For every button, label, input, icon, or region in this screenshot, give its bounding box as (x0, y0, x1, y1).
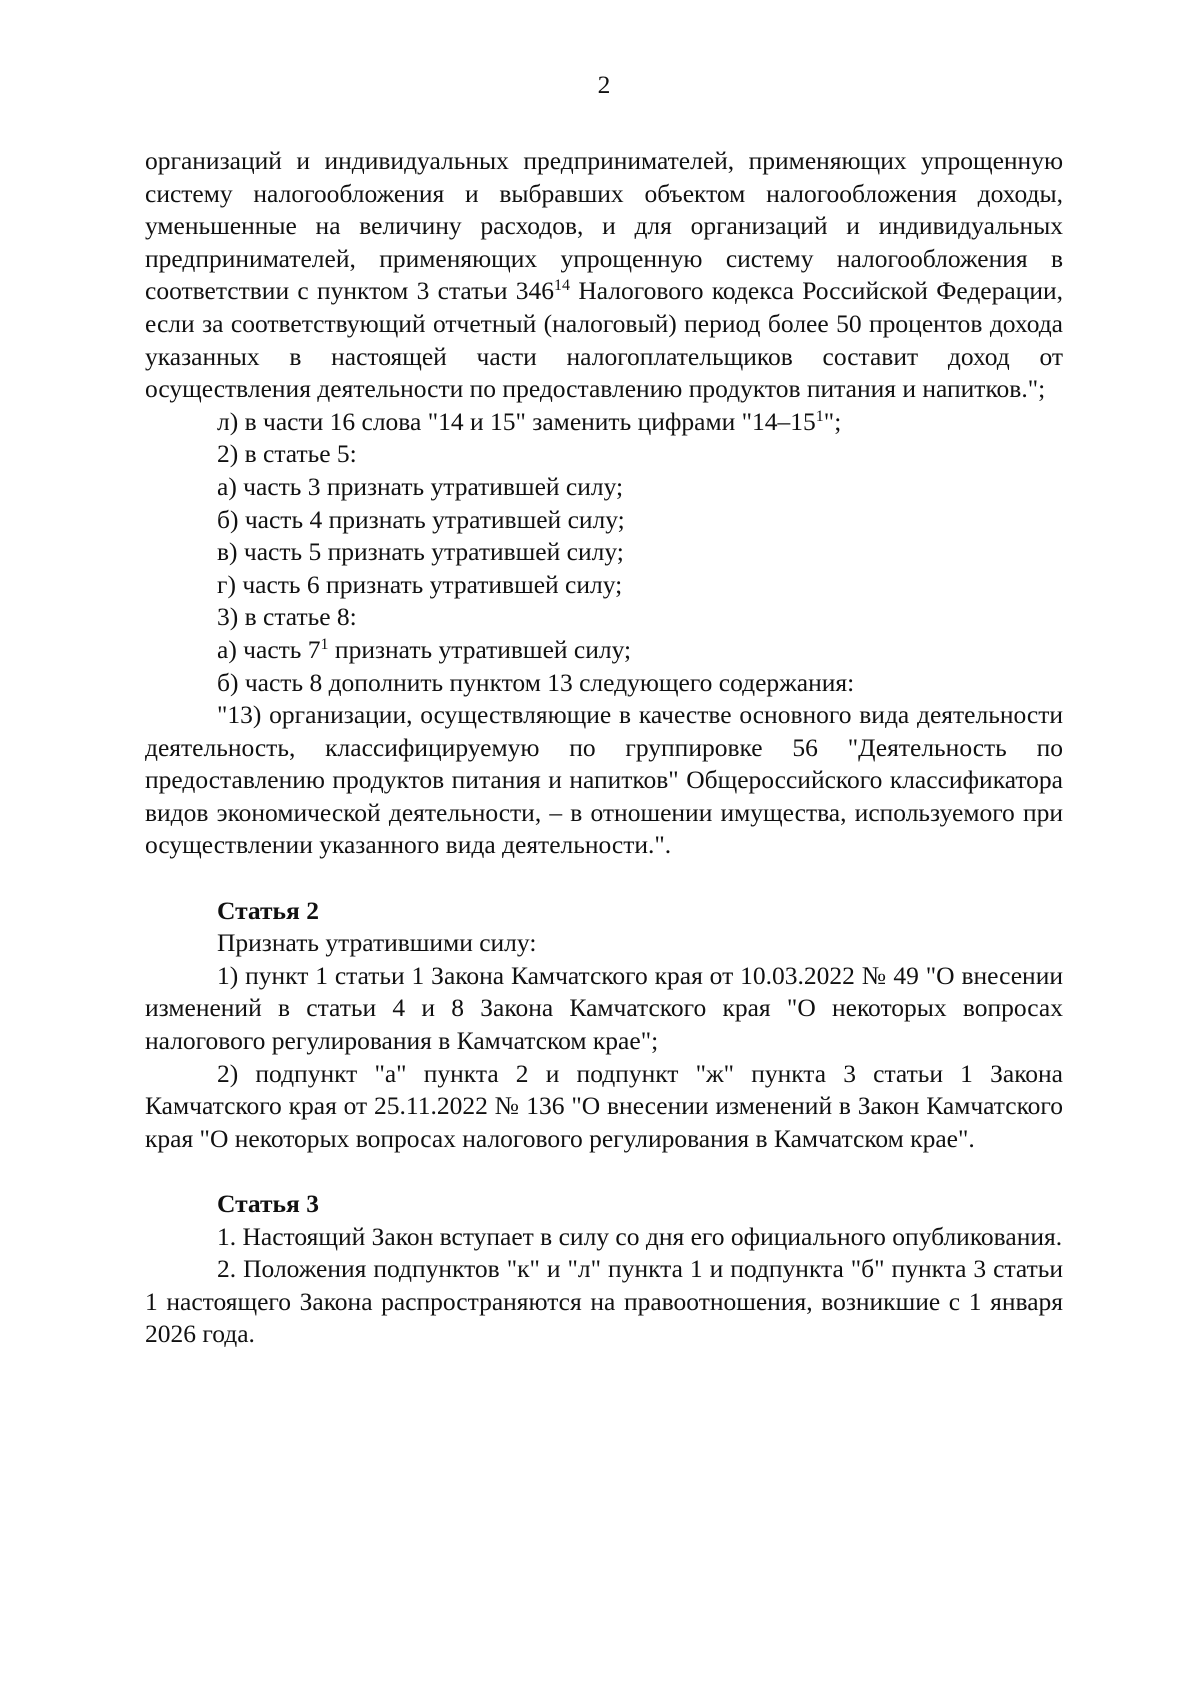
article-2-intro: Признать утратившими силу: (217, 928, 537, 958)
page-number: 2 (597, 70, 611, 99)
superscript: 1 (815, 407, 824, 425)
article-3-heading: Статья 3 (217, 1189, 319, 1218)
superscript: 1 (320, 635, 329, 653)
superscript: 14 (554, 277, 571, 295)
text-run: Налогового кодекса Российской Федерации, если за соответствующий отчетный (налоговый) период более 50 процентов дохода указанных в настоящей части налогоплательщиков составит доход от осуществления деятельности по предоставлению продуктов питания и напитков."; (145, 276, 1063, 404)
item-2b: б) часть 4 признать утратившей силу; (217, 504, 625, 534)
continuation-paragraph (145, 145, 1063, 406)
item-13: "13) организации, осуществляющие в качестве основного вида деятельности деятельность, классифицируемую по группировке 56 "Деятельность по предоставлению продуктов питания и напитков" Общероссийского классификатора видов экономической деятельности, – в отношении имущества, используемого при осуществлении указанного вида деятельности.". (145, 700, 1063, 860)
spacer (145, 1155, 1063, 1188)
text-run: "; (823, 406, 842, 436)
text-run: а) часть 7 (217, 634, 321, 664)
item-3: 3) в статье 8: (217, 602, 357, 632)
article-3-point-2: 2. Положения подпунктов "к" и "л" пункта 1 и подпункта "б" пункта 3 статьи 1 настоящего Закона распространяются на правоотношения, возникшие с 1 января 2026 года. (145, 1254, 1063, 1349)
item-2g: г) часть 6 признать утратившей силу; (217, 569, 623, 599)
spacer (145, 862, 1063, 895)
text-run: признать утратившей силу; (328, 634, 632, 664)
item-2v: в) часть 5 признать утратившей силу; (217, 537, 624, 567)
document-body (145, 145, 1063, 1351)
article-3-point-1: 1. Настоящий Закон вступает в силу со дня его официального опубликования. (217, 1221, 1063, 1251)
article-2-point-1: 1) пункт 1 статьи 1 Закона Камчатского края от 10.03.2022 № 49 "О внесении изменений в статьи 4 и 8 Закона Камчатского края "О некоторых вопросах налогового регулирования в Камчатском крае"; (145, 960, 1063, 1056)
article-2-heading: Статья 2 (217, 895, 319, 925)
item-2a: а) часть 3 признать утратившей силу; (217, 471, 624, 501)
article-2-point-2: 2) подпункт "а" пункта 2 и подпункт "ж" пункта 3 статьи 1 Закона Камчатского края от 25.11.2022 № 136 "О внесении изменений в Закон Камчатского края "О некоторых вопросах налогового регулирования в Камчатском крае". (145, 1058, 1063, 1153)
item-l (145, 406, 1063, 439)
item-2: 2) в статье 5: (217, 439, 357, 469)
item-3a (145, 634, 1063, 667)
item-3b: б) часть 8 дополнить пунктом 13 следующего содержания: (217, 667, 855, 697)
text-run: л) в части 16 слова "14 и 15" заменить цифрами "14–15 (217, 406, 816, 436)
text-run: организаций и индивидуальных предпринимателей, применяющих упрощенную систему налогообложения и выбравших объектом налогообложения доходы, уменьшенные на величину расходов, и для организаций и индивидуальных предпринимателей, применяющих упрощенную систему налогообложения в соответствии с пунктом 3 статьи 346 (145, 146, 1063, 306)
